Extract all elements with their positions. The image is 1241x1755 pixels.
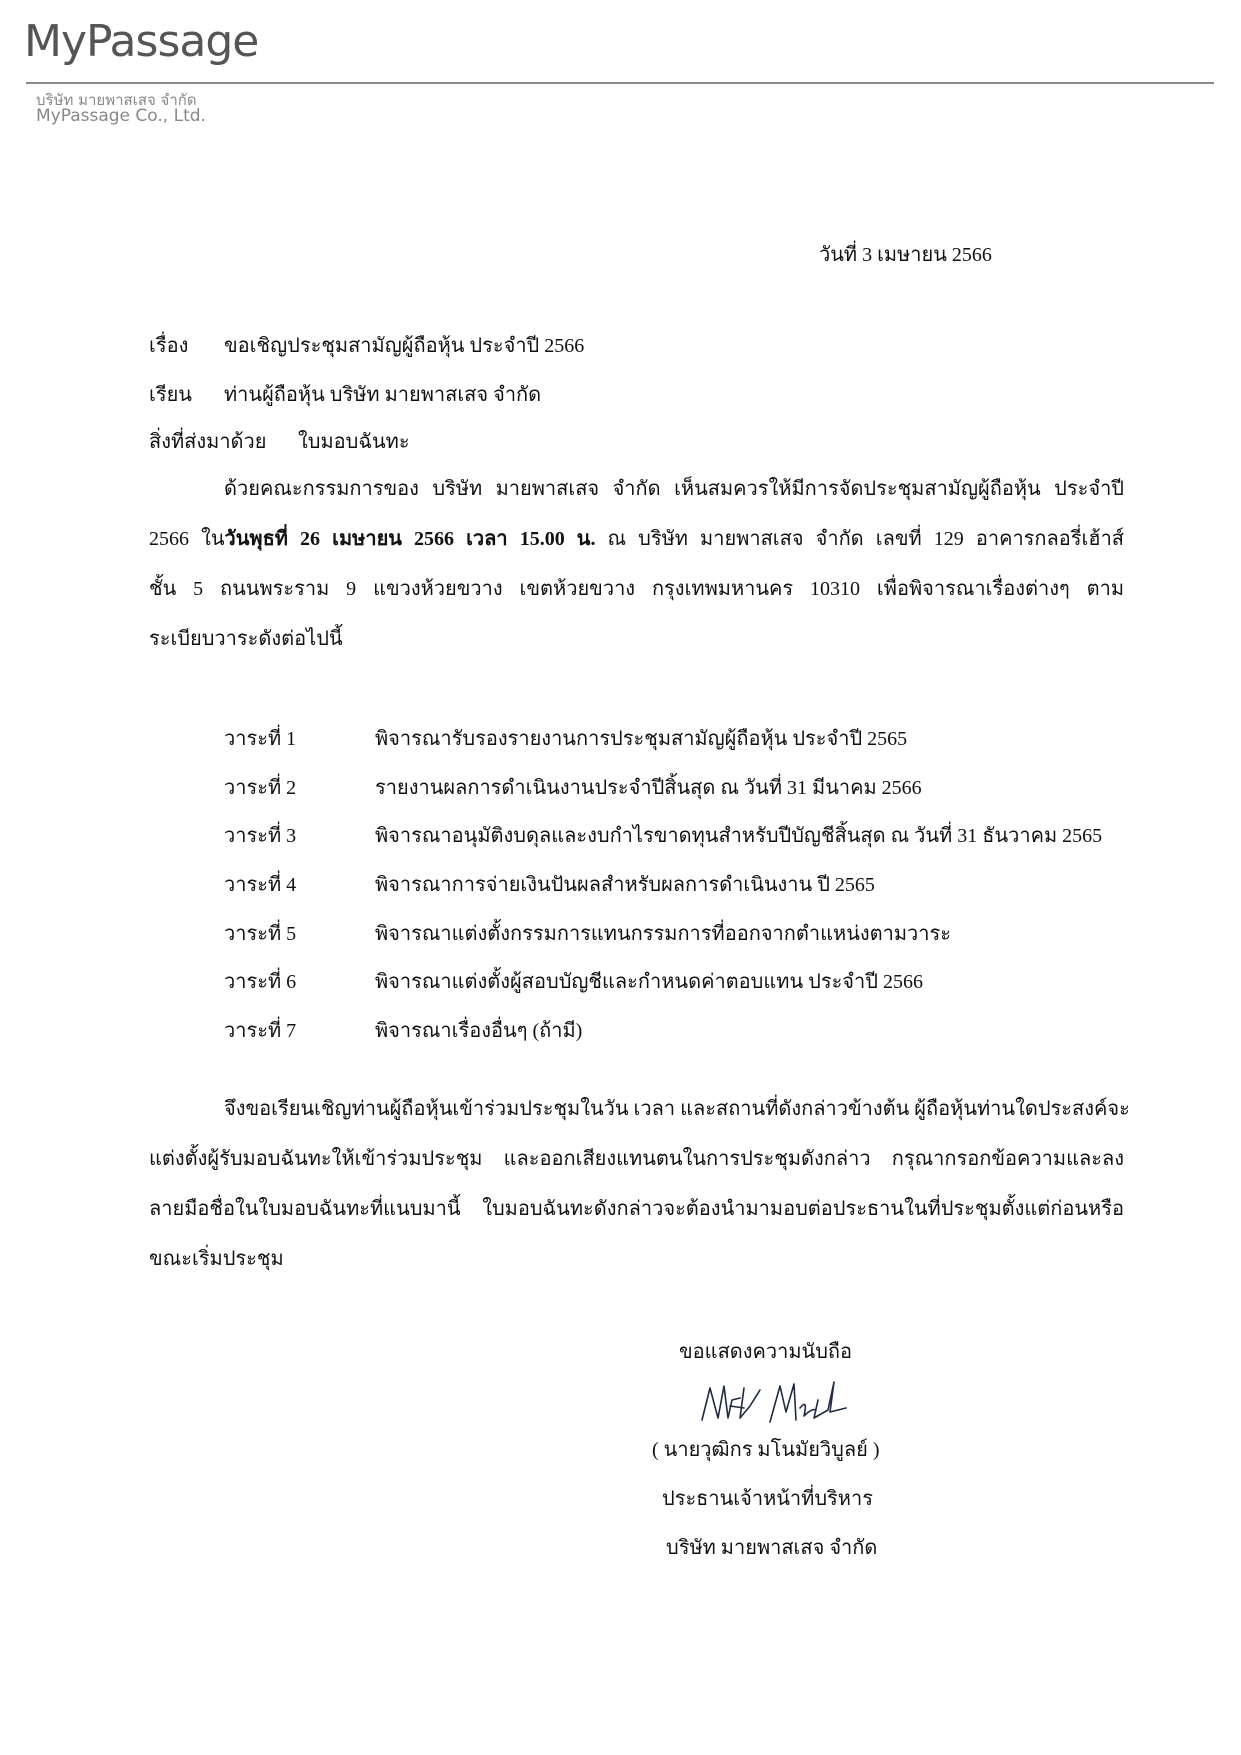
intro-line-1: ด้วยคณะกรรมการของ บริษัท มายพาสเสจ จำกัด เห็นสมควรให้มีการจัดประชุมสามัญผู้ถือหุ้น ประจำปี (224, 478, 1124, 500)
agenda-number: วาระที่ 1 (224, 728, 297, 751)
intro-paragraph (149, 464, 1124, 664)
agenda-item (224, 957, 1102, 1006)
signer-name: ( นายวุฒิกร มโนมัยวิบูลย์ ) (652, 1439, 880, 1461)
company-name-english: MyPassage Co., Ltd. (36, 106, 206, 126)
agenda-number: วาระที่ 5 (224, 922, 297, 945)
enclosure-value: ใบมอบฉันทะ (298, 431, 410, 453)
agenda-item (224, 860, 1102, 909)
agenda-text: รายงานผลการดำเนินงานประจำปีสิ้นสุด ณ วันที่ 31 มีนาคม 2566 (375, 776, 922, 799)
agenda-number: วาระที่ 6 (224, 971, 297, 994)
agenda-number: วาระที่ 4 (224, 874, 297, 897)
recipient-label: เรียน (149, 384, 192, 406)
agenda-number: วาระที่ 7 (224, 1019, 297, 1042)
recipient-value: ท่านผู้ถือหุ้น บริษัท มายพาสเสจ จำกัด (224, 384, 542, 406)
intro-line-2-post: ณ บริษัท มายพาสเสจ จำกัด เลขที่ 129 อาคารกลอรี่เฮ้าส์ (595, 528, 1125, 550)
agenda-item (224, 908, 1102, 957)
closing-line-4: ขณะเริ่มประชุม (149, 1248, 284, 1270)
agenda-text: พิจารณาเรื่องอื่นๆ (ถ้ามี) (375, 1019, 583, 1042)
agenda-text: พิจารณารับรองรายงานการประชุมสามัญผู้ถือหุ้น ประจำปี 2565 (375, 728, 908, 751)
letter-date: วันที่ 3 เมษายน 2566 (819, 244, 992, 266)
signer-company: บริษัท มายพาสเสจ จำกัด (666, 1537, 878, 1559)
closing-line-2: แต่งตั้งผู้รับมอบฉันทะให้เข้าร่วมประชุม และออกเสียงแทนตนในการประชุมดังกล่าว กรุณากรอกข้อความและลง (149, 1148, 1124, 1170)
meeting-datetime: วันพุธที่ 26 เมษายน 2566 เวลา 15.00 น. (224, 528, 596, 550)
subject-label: เรื่อง (149, 335, 189, 357)
closing-paragraph (149, 1084, 1130, 1284)
signer-position: ประธานเจ้าหน้าที่บริหาร (662, 1488, 873, 1510)
company-name-thai: บริษัท มายพาสเสจ จำกัด (36, 91, 197, 109)
enclosure-label: สิ่งที่ส่งมาด้วย (149, 431, 267, 453)
agenda-text: พิจารณาอนุมัติงบดุลและงบกำไรขาดทุนสำหรับปีบัญชีสิ้นสุด ณ วันที่ 31 ธันวาคม 2565 (375, 825, 1103, 848)
signature (700, 1378, 850, 1430)
agenda-item (224, 811, 1102, 860)
closing-line-1: จึงขอเรียนเชิญท่านผู้ถือหุ้นเข้าร่วมประชุมในวัน เวลา และสถานที่ดังกล่าวข้างต้น ผู้ถือหุ้นท่านใดประสงค์จะ (224, 1098, 1130, 1120)
regards: ขอแสดงความนับถือ (679, 1341, 853, 1363)
intro-line-3: ชั้น 5 ถนนพระราม 9 แขวงห้วยขวาง เขตห้วยขวาง กรุงเทพมหานคร 10310 เพื่อพิจารณาเรื่องต่างๆ ตาม (149, 578, 1124, 600)
intro-line-4: ระเบียบวาระดังต่อไปนี้ (149, 628, 343, 650)
agenda-text: พิจารณาการจ่ายเงินปันผลสำหรับผลการดำเนินงาน ปี 2565 (375, 874, 875, 897)
agenda-number: วาระที่ 3 (224, 825, 297, 848)
agenda-text: พิจารณาแต่งตั้งผู้สอบบัญชีและกำหนดค่าตอบแทน ประจำปี 2566 (375, 971, 923, 994)
agenda-number: วาระที่ 2 (224, 776, 297, 799)
agenda-item (224, 714, 1102, 763)
agenda-text: พิจารณาแต่งตั้งกรรมการแทนกรรมการที่ออกจากตำแหน่งตามวาระ (375, 922, 951, 945)
closing-line-3: ลายมือชื่อในใบมอบฉันทะที่แนบมานี้ ใบมอบฉันทะดังกล่าวจะต้องนำมามอบต่อประธานในที่ประชุมตั้งแต่ก่อนหรือ (149, 1198, 1124, 1220)
subject-value: ขอเชิญประชุมสามัญผู้ถือหุ้น ประจำปี 2566 (224, 335, 585, 357)
agenda-item (224, 763, 1102, 812)
header-divider (26, 82, 1214, 84)
agenda-item (224, 1006, 1102, 1055)
intro-line-2-pre: 2566 ใน (149, 528, 225, 550)
intro-line-2 (149, 514, 1124, 564)
agenda-list (224, 714, 1102, 1054)
company-logo: MyPassage (24, 16, 259, 67)
